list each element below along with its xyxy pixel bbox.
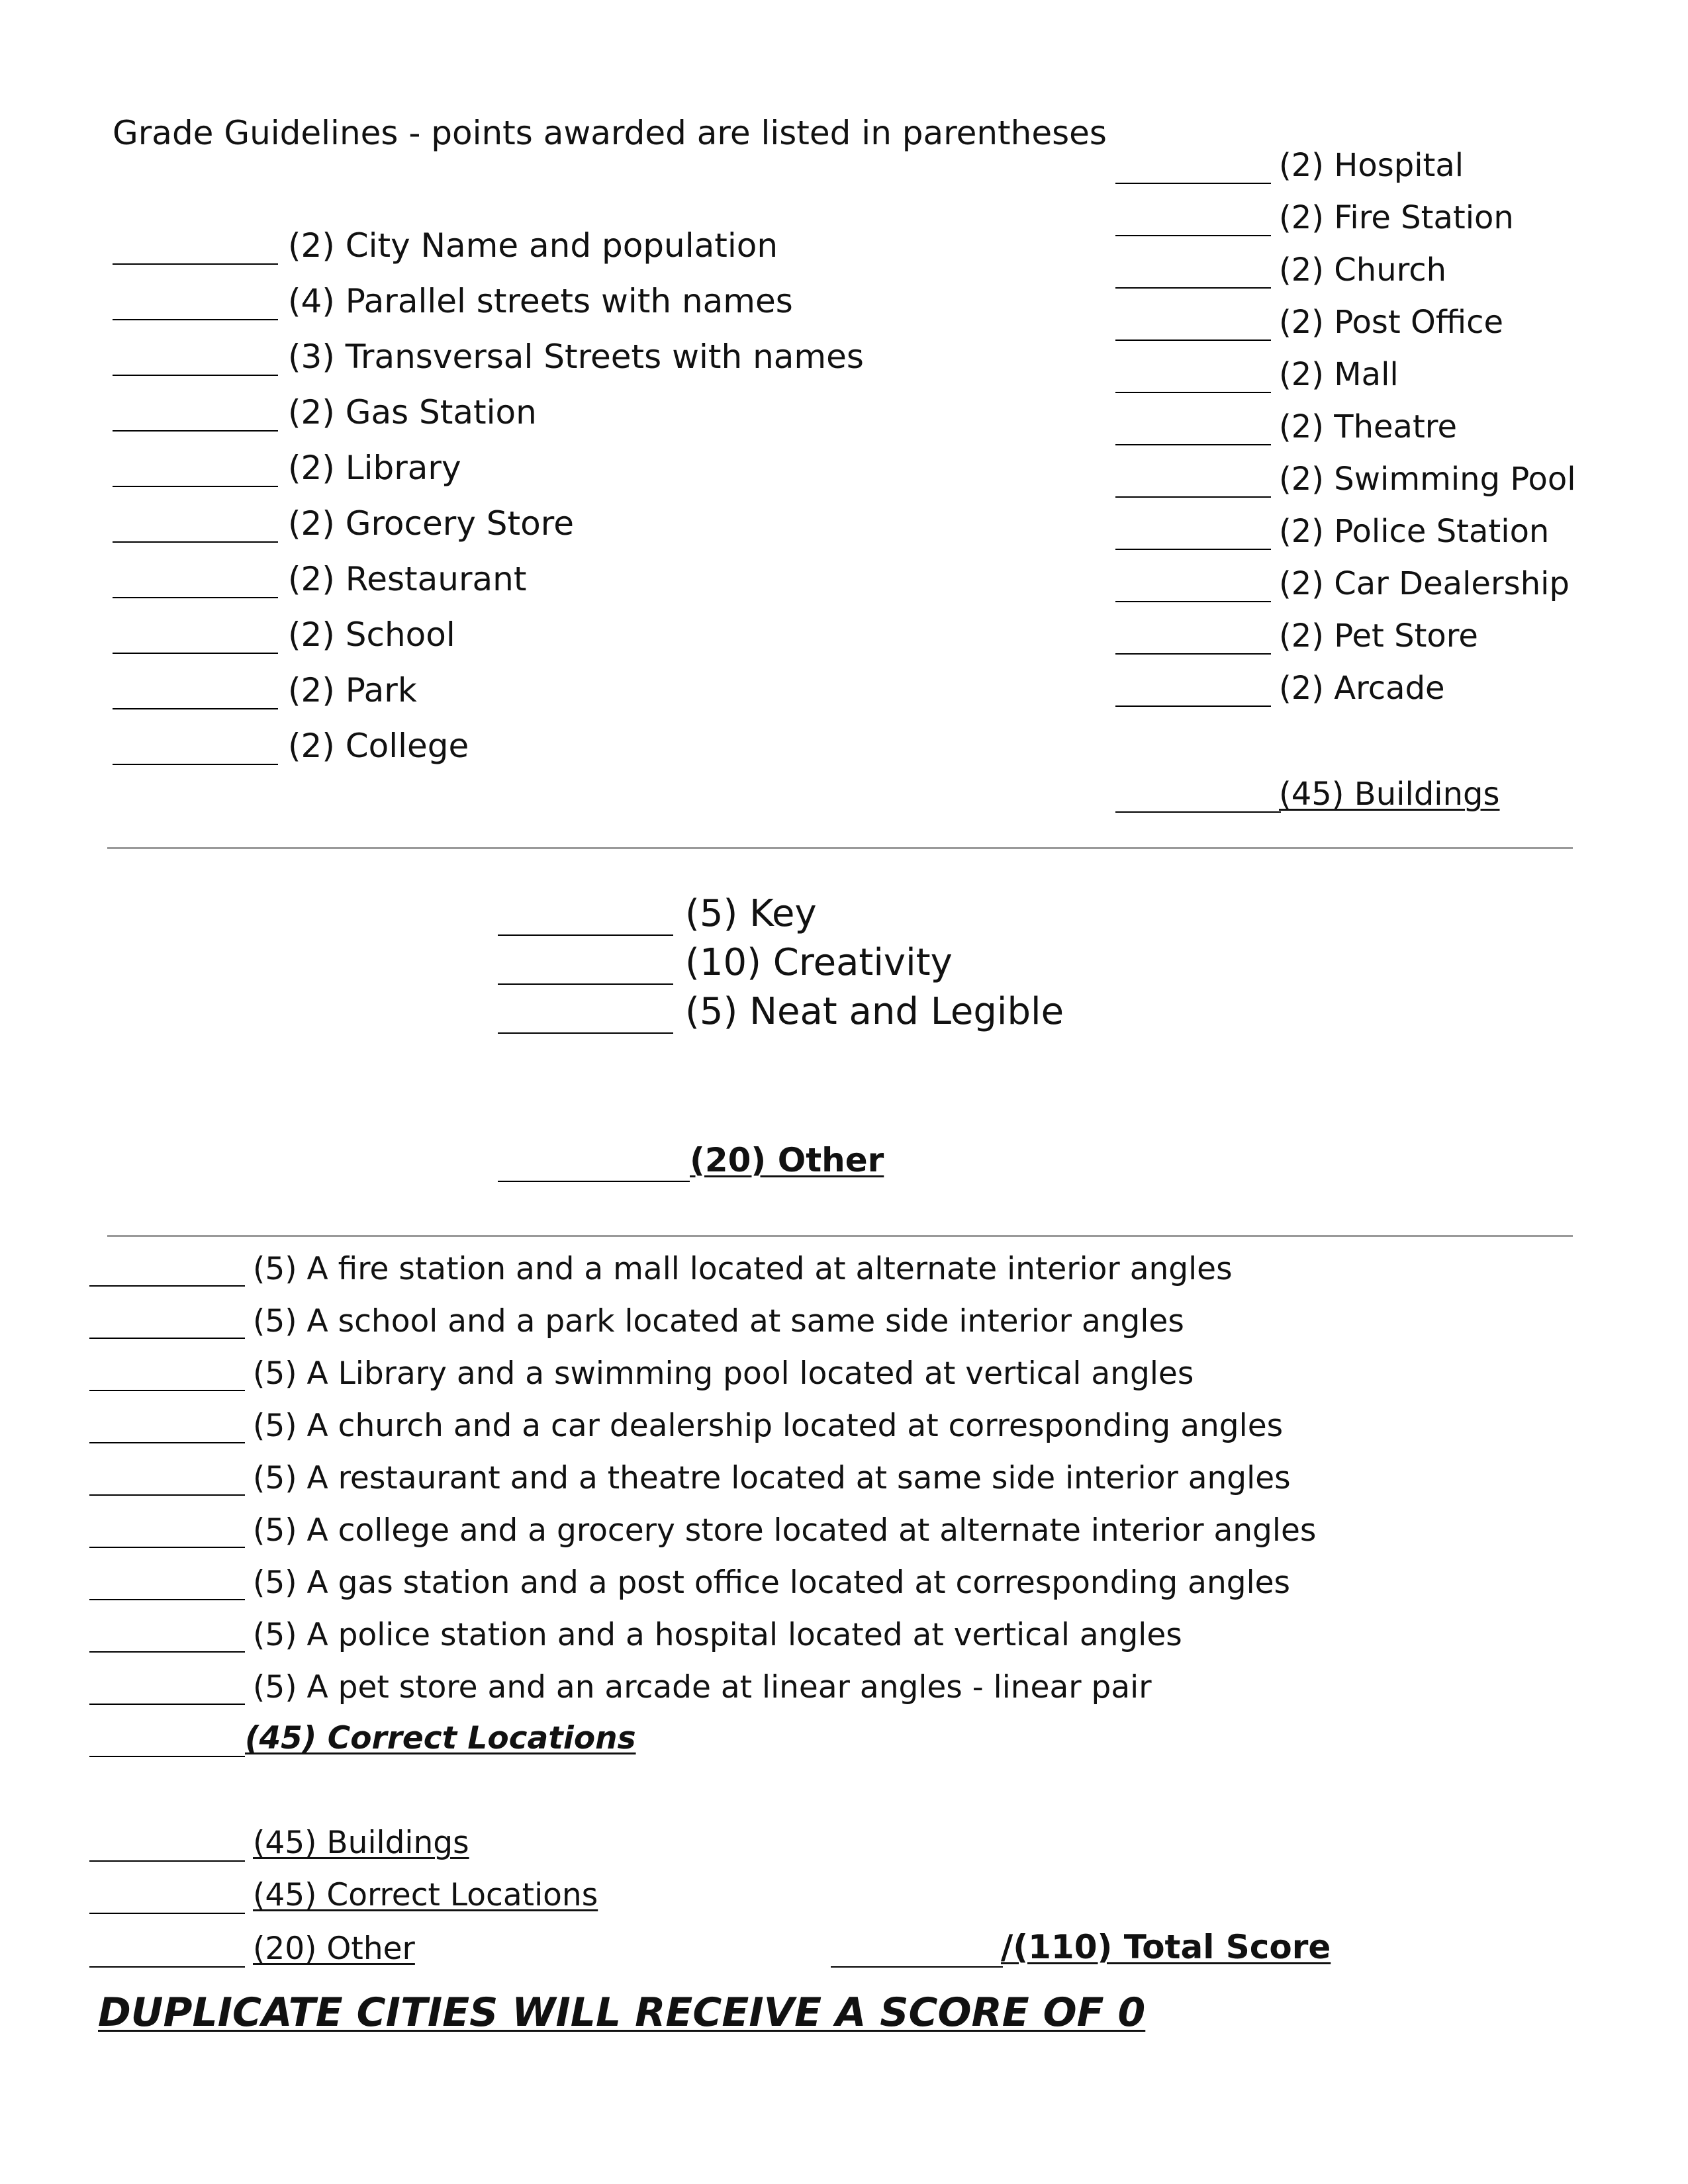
list-item: (5) A college and a grocery store located at alternate interior angles <box>253 1512 1317 1549</box>
list-item: (2) Arcade <box>1279 670 1445 707</box>
list-item: (2) Library <box>288 449 461 487</box>
score-blank[interactable] <box>89 1756 245 1757</box>
score-blank[interactable] <box>1115 811 1281 813</box>
list-item: (3) Transversal Streets with names <box>288 338 864 376</box>
score-blank[interactable] <box>89 1547 245 1548</box>
buildings-total: (45) Buildings <box>1279 776 1500 813</box>
list-item: (10) Creativity <box>685 941 953 984</box>
other-total: (20) Other <box>690 1141 884 1179</box>
score-blank[interactable] <box>89 1285 245 1287</box>
total-score: /(110) Total Score <box>1001 1928 1331 1966</box>
list-item: (2) Church <box>1279 251 1447 289</box>
score-blank[interactable] <box>113 319 278 320</box>
list-item: (2) Gas Station <box>288 393 537 432</box>
score-blank[interactable] <box>831 1966 1003 1968</box>
score-blank[interactable] <box>498 1181 690 1182</box>
score-blank[interactable] <box>113 597 278 598</box>
list-item: (5) A restaurant and a theatre located at same side interior angles <box>253 1460 1291 1496</box>
score-blank[interactable] <box>113 430 278 432</box>
list-item: (5) Key <box>685 892 817 935</box>
score-blank[interactable] <box>1115 653 1271 655</box>
summary-buildings: (45) Buildings <box>253 1825 469 1861</box>
list-item: (2) Post Office <box>1279 304 1504 341</box>
score-blank[interactable] <box>1115 183 1271 184</box>
locations-total: (45) Correct Locations <box>245 1720 636 1756</box>
list-item: (5) A police station and a hospital located at vertical angles <box>253 1617 1182 1653</box>
list-item: (5) Neat and Legible <box>685 990 1064 1033</box>
score-blank[interactable] <box>498 1032 673 1034</box>
list-item: (2) Mall <box>1279 356 1399 393</box>
score-blank[interactable] <box>89 1704 245 1705</box>
score-blank[interactable] <box>1115 235 1271 236</box>
score-blank[interactable] <box>89 1966 245 1968</box>
score-blank[interactable] <box>89 1390 245 1391</box>
list-item: (2) College <box>288 727 469 765</box>
score-blank[interactable] <box>113 541 278 543</box>
list-item: (2) Pet Store <box>1279 617 1478 655</box>
score-blank[interactable] <box>1115 340 1271 341</box>
list-item: (5) A Library and a swimming pool located at vertical angles <box>253 1355 1194 1392</box>
score-blank[interactable] <box>1115 444 1271 445</box>
list-item: (2) Swimming Pool <box>1279 461 1576 498</box>
list-item: (4) Parallel streets with names <box>288 282 793 320</box>
score-blank[interactable] <box>113 708 278 709</box>
list-item: (2) Park <box>288 671 417 709</box>
score-blank[interactable] <box>113 375 278 376</box>
score-blank[interactable] <box>1115 705 1271 707</box>
list-item: (2) Hospital <box>1279 147 1464 184</box>
list-item: (2) Theatre <box>1279 408 1457 445</box>
score-blank[interactable] <box>113 263 278 265</box>
list-item: (2) School <box>288 615 455 654</box>
duplicate-warning: DUPLICATE CITIES WILL RECEIVE A SCORE OF 0 <box>98 1989 1146 2036</box>
page-title: Grade Guidelines - points awarded are listed in parentheses <box>113 114 1107 152</box>
list-item: (2) City Name and population <box>288 226 778 265</box>
list-item: (5) A school and a park located at same side interior angles <box>253 1303 1184 1340</box>
score-blank[interactable] <box>89 1494 245 1496</box>
score-blank[interactable] <box>113 486 278 487</box>
list-item: (5) A gas station and a post office located at corresponding angles <box>253 1565 1291 1601</box>
score-blank[interactable] <box>1115 392 1271 393</box>
score-blank[interactable] <box>498 934 673 936</box>
list-item: (2) Car Dealership <box>1279 565 1570 602</box>
score-blank[interactable] <box>89 1860 245 1862</box>
summary-locations: (45) Correct Locations <box>253 1877 598 1913</box>
divider <box>107 1235 1573 1237</box>
score-blank[interactable] <box>113 653 278 654</box>
summary-other: (20) Other <box>253 1931 415 1967</box>
list-item: (5) A fire station and a mall located at alternate interior angles <box>253 1251 1233 1287</box>
divider <box>107 847 1573 849</box>
list-item: (2) Restaurant <box>288 560 527 598</box>
score-blank[interactable] <box>1115 496 1271 498</box>
score-blank[interactable] <box>498 983 673 985</box>
score-blank[interactable] <box>113 764 278 765</box>
score-blank[interactable] <box>89 1913 245 1914</box>
score-blank[interactable] <box>89 1442 245 1443</box>
score-blank[interactable] <box>1115 287 1271 289</box>
score-blank[interactable] <box>1115 601 1271 602</box>
list-item: (5) A pet store and an arcade at linear angles - linear pair <box>253 1669 1152 1706</box>
score-blank[interactable] <box>89 1338 245 1339</box>
list-item: (2) Police Station <box>1279 513 1550 550</box>
score-blank[interactable] <box>89 1599 245 1600</box>
list-item: (5) A church and a car dealership located at corresponding angles <box>253 1408 1284 1444</box>
list-item: (2) Fire Station <box>1279 199 1514 236</box>
score-blank[interactable] <box>1115 549 1271 550</box>
list-item: (2) Grocery Store <box>288 504 574 543</box>
score-blank[interactable] <box>89 1651 245 1653</box>
